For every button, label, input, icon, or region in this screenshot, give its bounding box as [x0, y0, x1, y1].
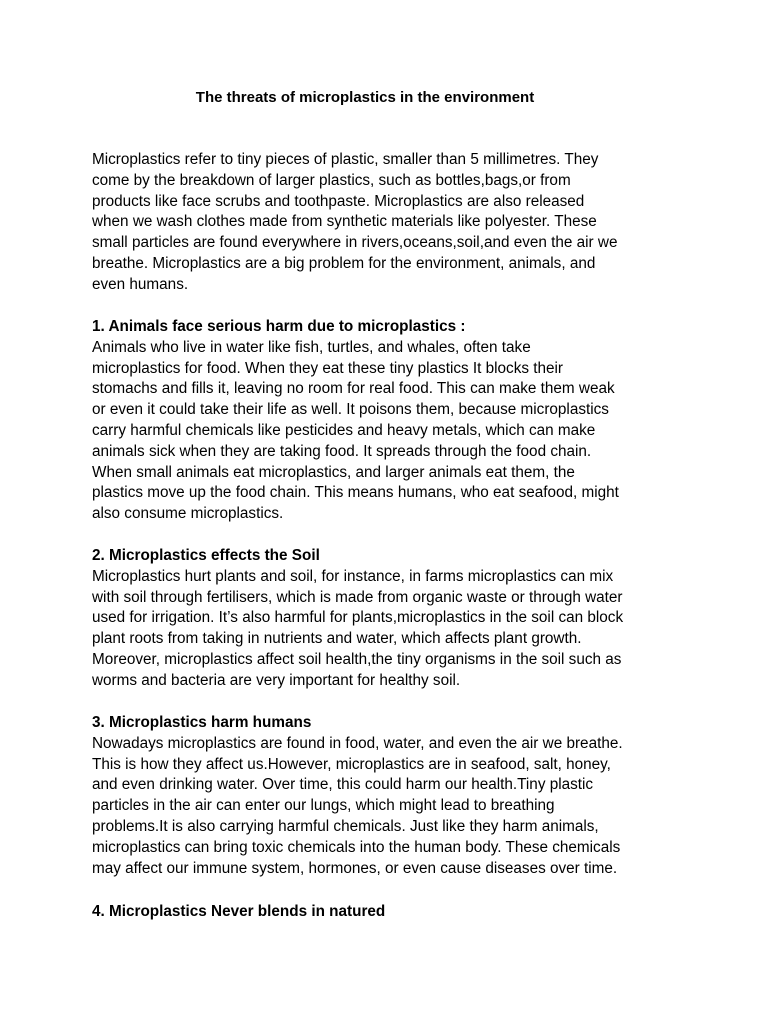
intro-paragraph: [92, 150, 682, 296]
section-soil: [92, 546, 682, 692]
section-heading: 4. Microplastics Never blends in natured: [92, 903, 386, 920]
section-line: plastics move up the food chain. This means humans, who eat seafood, might: [92, 484, 619, 502]
section-heading: 1. Animals face serious harm due to microplastics :: [92, 318, 466, 335]
section-line: stomachs and fills it, leaving no room for real food. This can make them weak: [92, 380, 615, 398]
section-line: or even it could take their life as well. It poisons them, because microplastics: [92, 401, 609, 419]
section-line: plant roots from taking in nutrients and water, which affects plant growth.: [92, 630, 582, 648]
section-line: worms and bacteria are very important for healthy soil.: [92, 671, 461, 689]
intro-line: when we wash clothes made from synthetic materials like polyester. These: [92, 213, 597, 231]
section-line: Nowadays microplastics are found in food, water, and even the air we breathe.: [92, 734, 623, 752]
section-line: used for irrigation. It’s also harmful for plants,microplastics in the soil can block: [92, 609, 624, 627]
section-line: Moreover, microplastics affect soil health,the tiny organisms in the soil such as: [92, 650, 622, 668]
section-line: also consume microplastics.: [92, 505, 284, 523]
section-humans: [92, 713, 682, 879]
section-heading: 3. Microplastics harm humans: [92, 714, 312, 731]
section-line: with soil through fertilisers, which is made from organic waste or through water: [92, 588, 623, 606]
section-line: animals sick when they are taking food. It spreads through the food chain.: [92, 442, 592, 460]
section-line: microplastics can bring toxic chemicals into the human body. These chemicals: [92, 838, 621, 856]
section-line: When small animals eat microplastics, and larger animals eat them, the: [92, 463, 575, 481]
intro-line: small particles are found everywhere in rivers,oceans,soil,and even the air we: [92, 234, 618, 252]
intro-line: even humans.: [92, 275, 189, 293]
section-line: Animals who live in water like fish, turtles, and whales, often take: [92, 338, 531, 356]
section-heading: 2. Microplastics effects the Soil: [92, 547, 320, 564]
section-line: carry harmful chemicals like pesticides and heavy metals, which can make: [92, 421, 596, 439]
section-line: microplastics for food. When they eat these tiny plastics It blocks their: [92, 359, 564, 377]
document-title: The threats of microplastics in the environment: [195, 89, 535, 106]
section-line: This is how they affect us.However, microplastics are in seafood, salt, honey,: [92, 755, 611, 773]
section-line: particles in the air can enter our lungs, which might lead to breathing: [92, 797, 555, 815]
section-nature: [92, 902, 682, 923]
section-line: Microplastics hurt plants and soil, for instance, in farms microplastics can mix: [92, 567, 614, 585]
section-line: problems.It is also carrying harmful chemicals. Just like they harm animals,: [92, 817, 599, 835]
section-line: may affect our immune system, hormones, or even cause diseases over time.: [92, 859, 618, 877]
intro-line: Microplastics refer to tiny pieces of plastic, smaller than 5 millimetres. They: [92, 151, 599, 168]
intro-line: breathe. Microplastics are a big problem for the environment, animals, and: [92, 254, 596, 272]
intro-line: products like face scrubs and toothpaste. Microplastics are also released: [92, 192, 585, 210]
section-line: and even drinking water. Over time, this could harm our health.Tiny plastic: [92, 776, 594, 794]
intro-line: come by the breakdown of larger plastics, such as bottles,bags,or from: [92, 171, 571, 189]
section-animals: [92, 317, 682, 525]
